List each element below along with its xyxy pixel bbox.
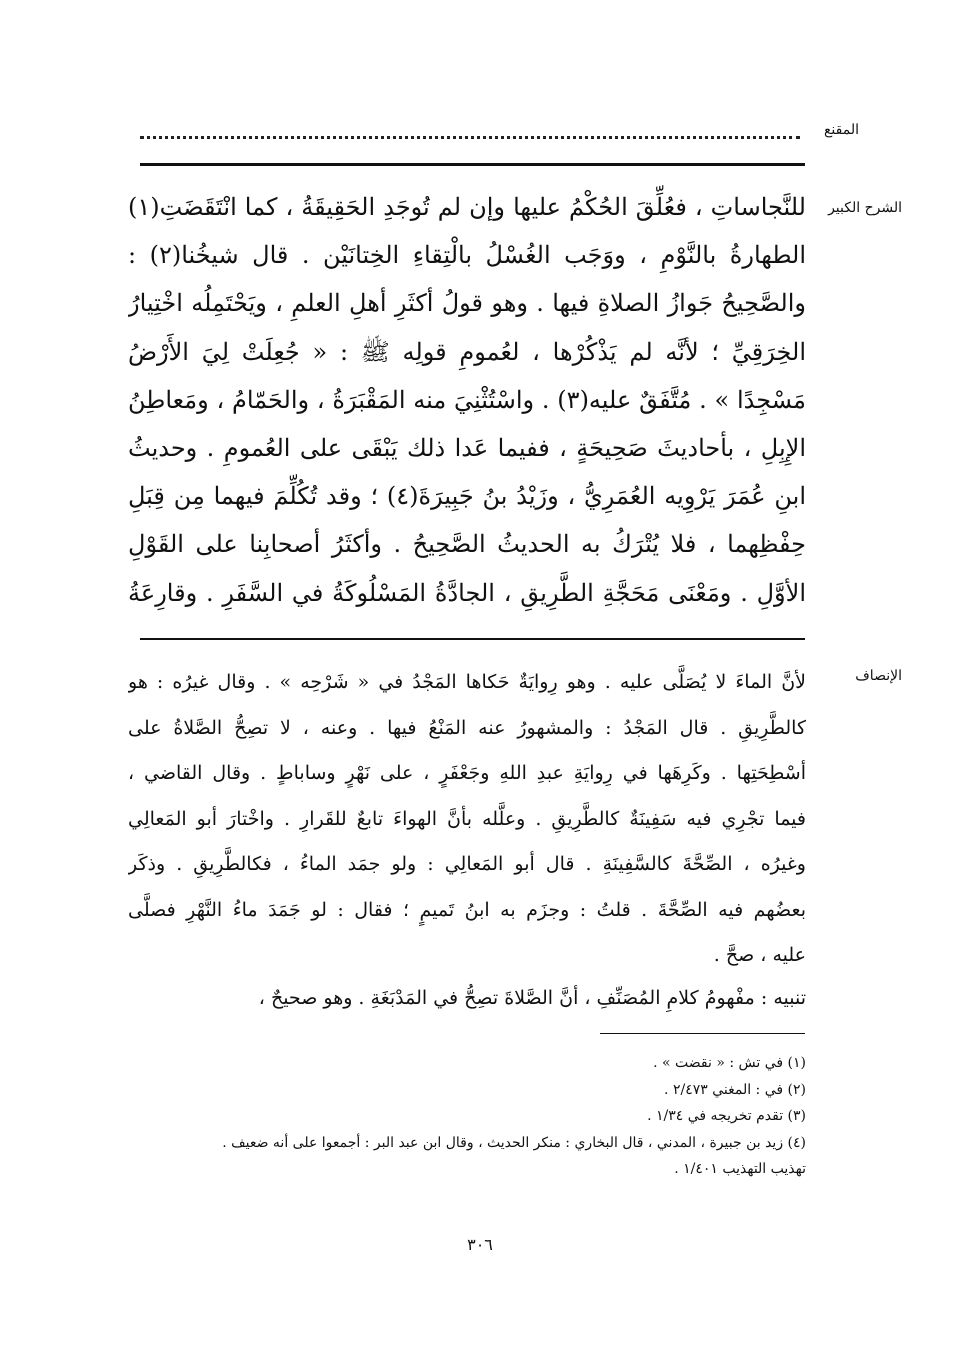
footnote: (٤) زيد بن جبيرة ، المدني ، قال البخاري : منكر الحديث ، وقال ابن عبد البر : أجمعوا على أنه ضعيف . [222, 1134, 806, 1151]
insaf-text-line: عليه ، صحَّ . [713, 944, 806, 966]
footnotes [128, 1050, 806, 1183]
tanbih-paragraph: تنبيه : مفْهومُ كلامِ المُصَنِّفِ ، أنَّ الصَّلاةَ تصِحُّ في المَدْبَغَةِ . وهو صحيحٌ ، [258, 987, 806, 1009]
insaf-text-line: لأنَّ الماءَ لا يُصَلَّى عليه . وهو رِوايَةٌ حَكاها المَجْدُ في « شَرْحِه » . وقال غيرُه : هو [128, 671, 806, 693]
insaf-text-block [128, 660, 806, 979]
section-label-sharh: الشرح الكبير [828, 200, 902, 216]
footnote: (٢) في : المغني ٢/٤٧٣ . [664, 1081, 806, 1098]
section-divider [140, 638, 805, 640]
main-text-line: الإِبِلِ ، بأحاديثَ صَحِيحَةٍ ، ففيما عَدا ذلك يَبْقَى على العُمومِ . وحديثُ [128, 433, 806, 462]
insaf-text-line: أسْطِحَتِها . وكَرِهَها في رِوايَةِ عبدِ اللهِ وجَعْفَرٍ ، على نَهْرٍ وساباطٍ . وقال القاضي ، [128, 762, 806, 784]
insaf-text-line: كالطَّرِيقِ . قال المَجْدُ : والمشهورُ عنه المَنْعُ فيها . وعنه ، لا تصِحُّ الصَّلاةُ على [128, 716, 806, 739]
main-text-line: الطهارةُ بالنَّوْمِ ، ووَجَب الغُسْلُ بالْتِقاءِ الخِتانَيْن . قال شيخُنا(٢) : [128, 241, 806, 270]
main-text-line: الأوَّلِ . ومَعْنَى مَحَجَّةِ الطَّرِيقِ ، الجادَّةُ المَسْلُوكَةُ في السَّفَرِ . وقارِعَةُ [128, 578, 806, 607]
insaf-text-line: بعضُهم فيه الصِّحَّةَ . قلتُ : وجزَم به ابنُ تَميمٍ ؛ فقال : لو جَمَدَ ماءُ النَّهْرِ فصلَّى [128, 898, 806, 921]
main-text-line: الخِرَقِيِّ ؛ لأنَّه لم يَذْكُرْها ، لعُمومِ قولِه ﷺ : « جُعِلَتْ لِيَ الأَرْضُ [128, 337, 806, 366]
header-dotted-rule [140, 124, 800, 139]
main-text-line: مَسْجِدًا » . مُتَّفَقٌ عليه(٣) . واسْتُثْنِيَ منه المَقْبَرَةُ ، والحَمّامُ ، ومَعاطِنُ [128, 385, 806, 414]
header-rule [140, 163, 805, 166]
insaf-text-line: وغيرُه ، الصِّحَّةَ كالسَّفِينَةِ . قال أبو المَعالِي : ولو جمَد الماءُ ، فكالطَّرِيقِ . وذكَر [128, 853, 806, 875]
footnote: (١) في تش : « نقضت » . [653, 1055, 806, 1071]
main-text-line: حِفْظِهما ، فلا يُتْرَكُ به الحديثُ الصَّحِيحُ . وأكثَرُ أصحابِنا على القَوْلِ [128, 530, 806, 559]
main-text-line: للنَّجاساتِ ، فعُلِّقَ الحُكْمُ عليها وإن لم تُوجَدِ الحَقِيقَةُ ، كما انْتَقَضَتِ(١) [128, 193, 806, 221]
footnote: (٣) تقدم تخريجه في ١/٣٤ . [647, 1108, 806, 1124]
section-label-insaf: الإنصاف [855, 668, 902, 684]
book-title: المقنع [823, 122, 859, 138]
main-text-line: ابنِ عُمَرَ يَرْوِيه العُمَرِيُّ ، وزَيْدُ بنُ جَبِيرَةَ(٤) ؛ وقد تُكُلِّمَ فيهما مِن قِبَلِ [128, 482, 806, 511]
main-text-line: والصَّحِيحُ جَوازُ الصلاةِ فيها . وهو قولُ أكثَرِ أهلِ العلمِ ، ويَحْتَمِلُه اخْتِيارُ [128, 289, 806, 318]
footnote-rule [600, 1033, 805, 1034]
insaf-text-line: فيما تجْرِي فيه سَفِينَةٌ كالطَّرِيقِ . وعلَّله بأنَّ الهواءَ تابعٌ للقَرارِ . واخْتارَ أبو المَعالِي [128, 807, 806, 830]
footnote: تهذيب التهذيب ١/٤٠١ . [674, 1161, 806, 1177]
page-number: ٣٠٦ [467, 1235, 493, 1254]
main-text-block [128, 183, 806, 617]
